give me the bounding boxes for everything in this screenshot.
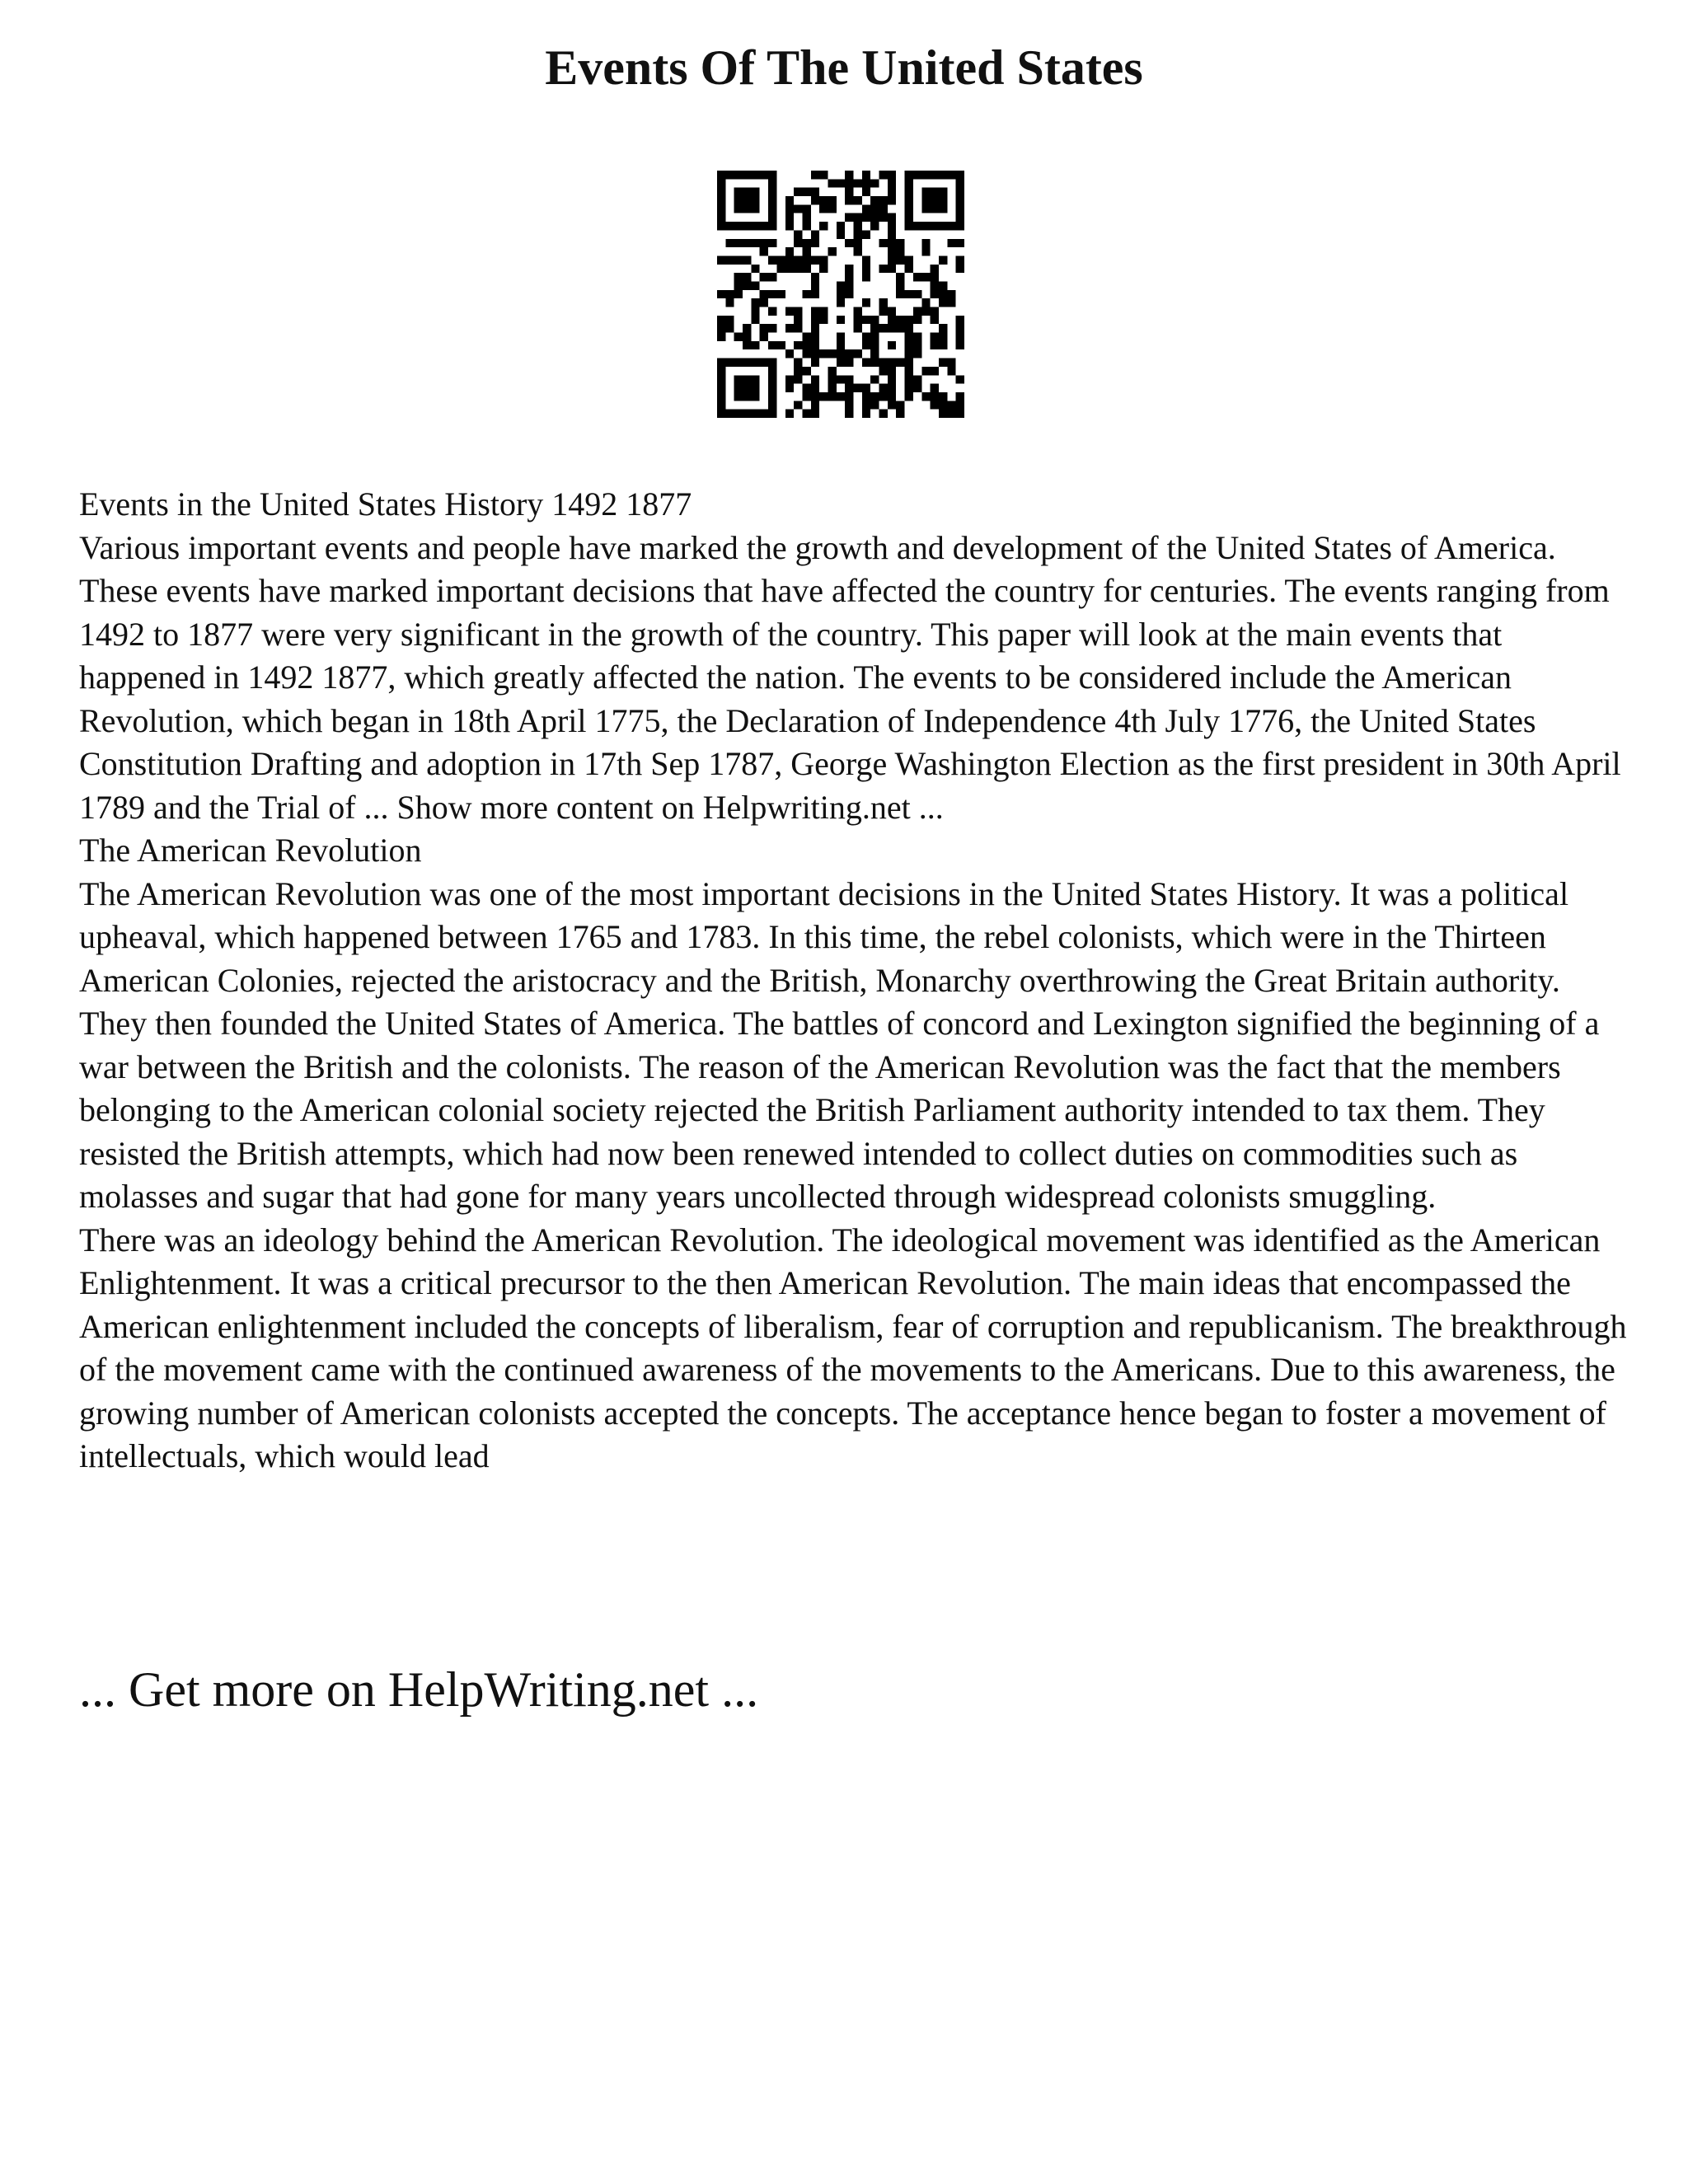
section-heading: The American Revolution xyxy=(79,832,422,869)
qr-code-icon xyxy=(717,171,964,418)
paragraph-ideology: There was an ideology behind the American Revolution. The ideological movement was identified as the American Enlightenment. It was a critical precursor to the then American Revolution. The main ideas that encompassed the American enlightenment included the concepts of liberalism, fear of corruption and republicanism. The breakthrough of the movement came with the continued awareness of the movements to the Americans. Due to this awareness, the growing number of American colonists accepted the concepts. The acceptance hence began to foster a movement of intellectuals, which would lead xyxy=(79,1221,1627,1474)
paragraph-revolution: The American Revolution was one of the most important decisions in the United States History. It was a political upheaval, which happened between 1765 and 1783. In this time, the rebel colonists, which were in the Thirteen American Colonies, rejected the aristocracy and the British, Monarchy overthrowing the Great Britain authority. They then founded the United States of America. The battles of concord and Lexington signified the beginning of a war between the British and the colonists. The reason of the American Revolution was the fact that the members belonging to the American colonial society rejected the British Parliament authority intended to tax them. They resisted the British attempts, which had now been renewed intended to collect duties on commodities such as molasses and sugar that had gone for many years uncollected through widespread colonists smuggling. xyxy=(79,874,1600,1215)
get-more-link[interactable]: ... Get more on HelpWriting.net ... xyxy=(79,1662,759,1717)
page-title: Events Of The United States xyxy=(545,40,1143,95)
paragraph-intro: Various important events and people have marked the growth and development of the United States of America. These events have marked important decisions that have affected the country for centuries. The events ranging from 1492 to 1877 were very significant in the growth of the country. This paper will look at the main events that happened in 1492 1877, which greatly affected the nation. The events to be considered include the American Revolution, which began in 18th April 1775, the Declaration of Independence 4th July 1776, the United States Constitution Drafting and adoption in 17th Sep 1787, George Washington Election as the first president in 30th April 1789 and the Trial of ... Show more content on Helpwriting.net ... xyxy=(79,528,1621,826)
article-body xyxy=(79,483,1629,1479)
article-heading: Events in the United States History 1492 1877 xyxy=(79,485,692,523)
